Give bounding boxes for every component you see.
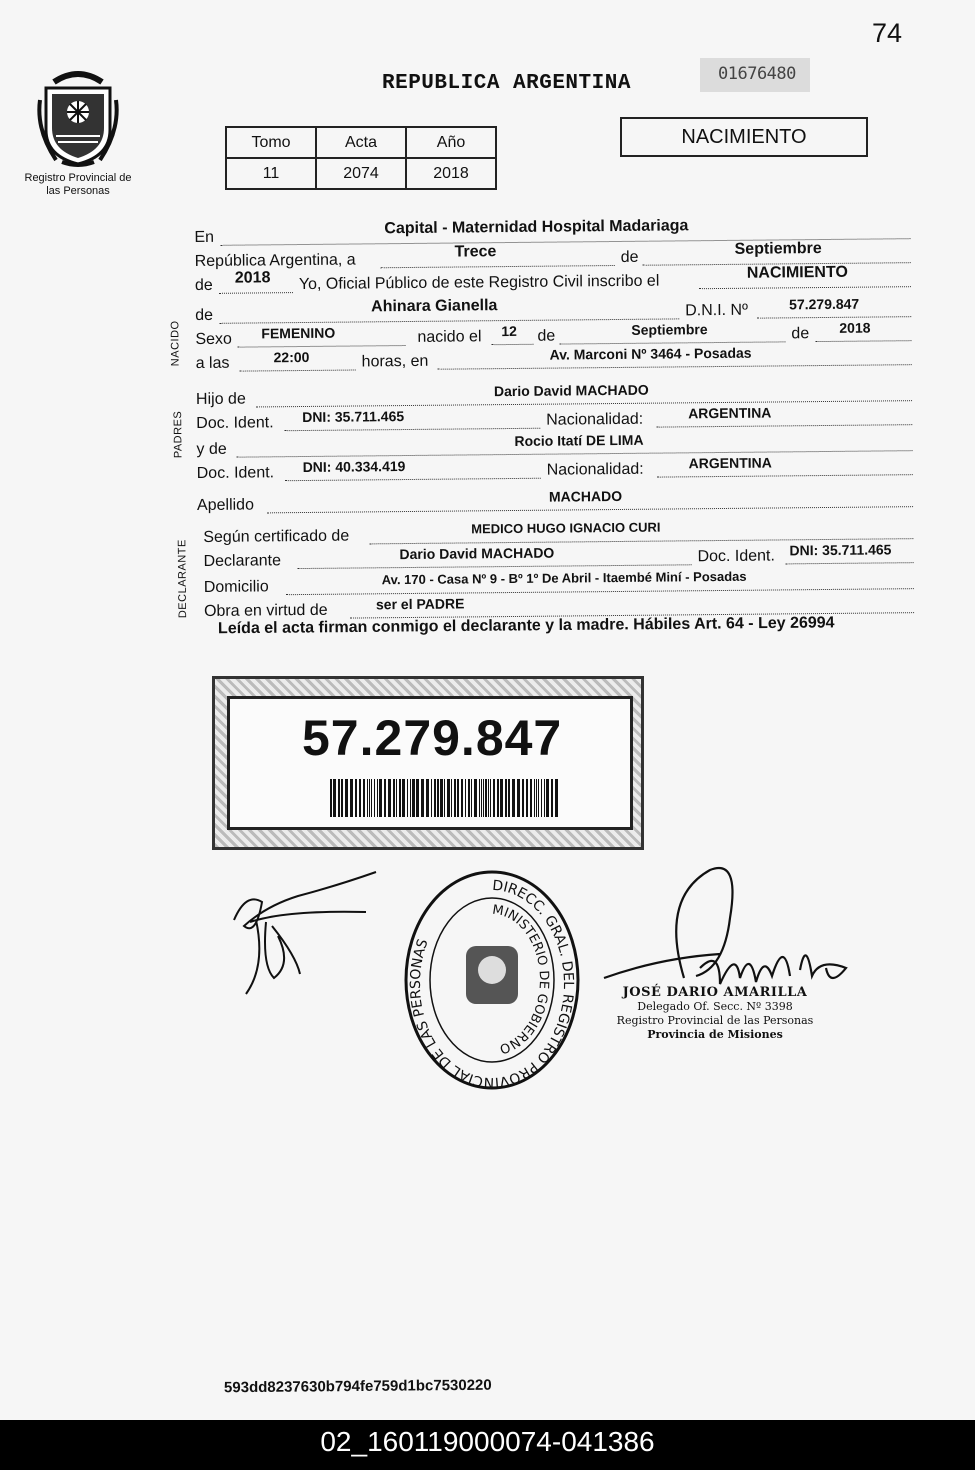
hora-value: 22:00 bbox=[273, 348, 310, 366]
label-de: de bbox=[620, 248, 639, 266]
section-label-padres: PADRES bbox=[172, 410, 185, 459]
official-office: Registro Provincial de las Personas bbox=[616, 1014, 814, 1027]
label-de-nombre: de bbox=[195, 306, 214, 325]
label-doc-padre: Doc. Ident. bbox=[196, 414, 274, 433]
closing-statement: Leída el acta firman conmigo el declarante y la madre. Hábiles Art. 64 - Ley 26994 bbox=[217, 614, 835, 638]
label-domicilio: Domicilio bbox=[203, 578, 269, 596]
label-y-de: y de bbox=[196, 440, 227, 459]
official-stamp bbox=[600, 986, 830, 1042]
padre-nac-value: ARGENTINA bbox=[688, 404, 772, 422]
padre-value: Dario David MACHADO bbox=[493, 381, 649, 400]
row-madre bbox=[196, 433, 912, 460]
svg-text:DIRECC. GRAL. DEL REGISTRO PRO: DIRECC. GRAL. DEL REGISTRO PROVINCIAL DE LAS PERSONAS bbox=[407, 877, 576, 1091]
dni-barcode-card bbox=[212, 676, 644, 850]
row-inscribo bbox=[194, 263, 911, 296]
anio-inscripcion-value: 2018 bbox=[234, 269, 271, 287]
col-header-anio: Año bbox=[406, 127, 496, 158]
label-de-anio-nac: de bbox=[791, 325, 810, 343]
label-oficial: Yo, Oficial Público de este Registro Civil inscribo el bbox=[298, 272, 660, 294]
anio-nac-value: 2018 bbox=[839, 319, 871, 336]
dia-nac-value: 12 bbox=[501, 322, 518, 340]
sexo-value: FEMENINO bbox=[261, 324, 336, 342]
dni-value: 57.279.847 bbox=[789, 295, 860, 313]
section-label-declarante: DECLARANTE bbox=[176, 539, 190, 619]
official-seal bbox=[400, 866, 584, 1094]
row-padre bbox=[196, 383, 912, 410]
mes-nac-value: Septiembre bbox=[631, 321, 708, 338]
dni-card-number: 57.279.847 bbox=[302, 710, 563, 766]
tomo-value: 11 bbox=[226, 158, 316, 189]
lugar-value: Capital - Maternidad Hospital Madariaga bbox=[384, 217, 689, 238]
logo-caption: Registro Provincial de las Personas bbox=[24, 172, 132, 197]
declarante-value: Dario David MACHADO bbox=[399, 544, 555, 563]
label-de-anio: de bbox=[194, 276, 213, 295]
label-nac-padre: Nacionalidad: bbox=[546, 410, 644, 429]
record-type: NACIMIENTO bbox=[620, 117, 868, 157]
label-sexo: Sexo bbox=[195, 330, 232, 349]
madre-dni-value: DNI: 40.334.419 bbox=[302, 458, 406, 476]
apellido-value: MACHADO bbox=[548, 487, 623, 505]
nombre-value: Ahinara Gianella bbox=[371, 297, 498, 316]
label-segun: Según certificado de bbox=[203, 527, 350, 546]
row-nombre bbox=[195, 295, 911, 326]
acto-value: NACIMIENTO bbox=[746, 263, 848, 282]
label-apellido: Apellido bbox=[196, 496, 255, 515]
row-domicilio bbox=[198, 568, 914, 598]
label-hijo-de: Hijo de bbox=[195, 390, 246, 409]
lugar-nac-value: Av. Marconi Nº 3464 - Posadas bbox=[549, 344, 752, 363]
row-padre-doc bbox=[196, 404, 912, 434]
label-dni: D.N.I. Nº bbox=[685, 301, 748, 320]
document-hash: 593dd8237630b794fe759d1bc7530220 bbox=[223, 1376, 492, 1397]
mes-inscripcion-value: Septiembre bbox=[734, 240, 822, 258]
acta-value: 2074 bbox=[316, 158, 406, 189]
row-hora bbox=[195, 344, 912, 374]
madre-value: Rocio Itatí DE LIMA bbox=[514, 431, 644, 449]
label-a-las: a las bbox=[195, 354, 230, 373]
domicilio-value: Av. 170 - Casa Nº 9 - Bº 1º De Abril - Itaembé Miní - Posadas bbox=[381, 568, 747, 588]
label-de-mes: de bbox=[537, 327, 556, 345]
label-declarante: Declarante bbox=[203, 552, 282, 570]
label-republica: República Argentina, a bbox=[194, 251, 356, 271]
official-name: JOSÉ DARIO AMARILLA bbox=[622, 985, 808, 1000]
row-declarante bbox=[197, 541, 913, 572]
col-header-acta: Acta bbox=[316, 127, 406, 158]
label-doc-declarante: Doc. Ident. bbox=[697, 547, 775, 566]
label-nacido-el: nacido el bbox=[417, 328, 482, 346]
label-doc-madre: Doc. Ident. bbox=[196, 464, 275, 483]
barcode-icon bbox=[330, 779, 560, 817]
row-madre-doc bbox=[196, 454, 913, 484]
footer-id: 02_160119000074-041386 bbox=[0, 1420, 975, 1470]
page-number: 74 bbox=[872, 18, 903, 48]
row-apellido bbox=[197, 489, 913, 516]
document-title: REPUBLICA ARGENTINA bbox=[382, 72, 631, 95]
certificado-value: MEDICO HUGO IGNACIO CURI bbox=[471, 519, 661, 537]
official-role: Delegado Of. Secc. Nº 3398 bbox=[637, 1000, 793, 1013]
svg-text:MINISTERIO DE GOBIERNO: MINISTERIO DE GOBIERNO bbox=[491, 902, 552, 1057]
dia-letras-value: Trece bbox=[454, 243, 497, 261]
official-province: Provincia de Misiones bbox=[647, 1028, 783, 1041]
serial-number: 01676480 bbox=[700, 58, 810, 92]
col-header-tomo: Tomo bbox=[226, 127, 316, 158]
label-horas-en: horas, en bbox=[361, 352, 429, 371]
section-label-nacido: NACIDO bbox=[169, 320, 182, 367]
label-en: En bbox=[194, 228, 215, 247]
declarant-signature bbox=[226, 866, 396, 1006]
label-nac-madre: Nacionalidad: bbox=[546, 460, 644, 479]
madre-nac-value: ARGENTINA bbox=[688, 454, 772, 472]
label-obra: Obra en virtud de bbox=[203, 601, 328, 620]
declarante-dni-value: DNI: 35.711.465 bbox=[789, 541, 892, 559]
obra-value: ser el PADRE bbox=[375, 595, 465, 613]
padre-dni-value: DNI: 35.711.465 bbox=[302, 408, 405, 426]
anio-value: 2018 bbox=[406, 158, 496, 189]
